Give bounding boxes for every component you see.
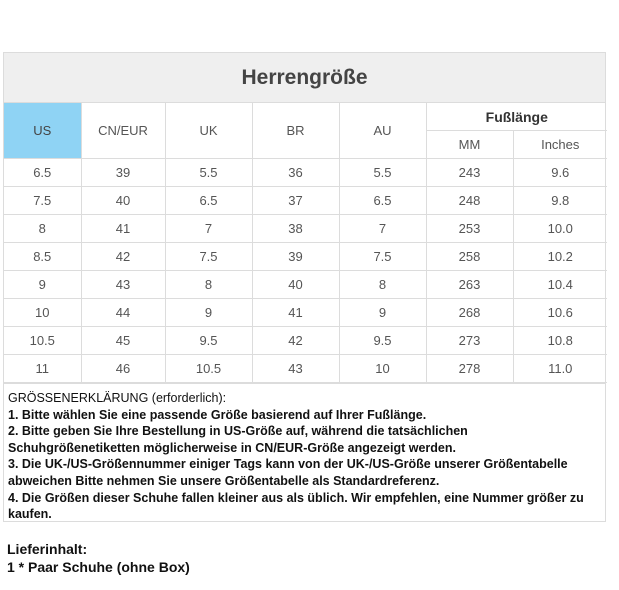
table-row [4, 215, 607, 243]
table-cell: 278 [426, 355, 513, 383]
table-cell: 8 [339, 271, 426, 299]
table-cell: 10.5 [165, 355, 252, 383]
table-row [4, 271, 607, 299]
delivery-label: Lieferinhalt: [7, 541, 88, 557]
table-cell: 253 [426, 215, 513, 243]
table-cell: 9.8 [513, 187, 607, 215]
header-uk: UK [165, 103, 252, 159]
table-cell: 9.5 [339, 327, 426, 355]
table-cell: 6.5 [165, 187, 252, 215]
table-cell: 268 [426, 299, 513, 327]
table-cell: 273 [426, 327, 513, 355]
table-cell: 7.5 [339, 243, 426, 271]
table-cell: 258 [426, 243, 513, 271]
table-cell: 10.2 [513, 243, 607, 271]
table-cell: 36 [252, 159, 339, 187]
table-cell: 9.5 [165, 327, 252, 355]
table-cell: 42 [81, 243, 165, 271]
table-cell: 11 [4, 355, 81, 383]
header-cn-eur: CN/EUR [81, 103, 165, 159]
table-cell: 10 [339, 355, 426, 383]
table-cell: 10.0 [513, 215, 607, 243]
delivery-content: 1 * Paar Schuhe (ohne Box) [7, 559, 190, 575]
table-cell: 8 [4, 215, 81, 243]
table-cell: 6.5 [4, 159, 81, 187]
header-br: BR [252, 103, 339, 159]
chart-title: Herrengröße [4, 53, 605, 103]
table-cell: 9 [165, 299, 252, 327]
header-mm: MM [426, 131, 513, 159]
table-cell: 42 [252, 327, 339, 355]
table-cell: 9.6 [513, 159, 607, 187]
table-cell: 10.8 [513, 327, 607, 355]
notes-item: 2. Bitte geben Sie Ihre Bestellung in US-Größe auf, während die tatsächlichen Schuhgrößenetiketten möglicherweise in CN/EUR-Größe angezeigt werden. [8, 424, 468, 455]
table-row [4, 355, 607, 383]
table-cell: 38 [252, 215, 339, 243]
table-cell: 41 [81, 215, 165, 243]
notes-item: 4. Die Größen dieser Schuhe fallen kleiner aus als üblich. Wir empfehlen, eine Nummer größer zu kaufen. [8, 490, 584, 522]
table-row [4, 187, 607, 215]
notes-heading: GRÖSSENERKLÄRUNG (erforderlich): [8, 391, 227, 405]
table-cell: 40 [81, 187, 165, 215]
table-cell: 6.5 [339, 187, 426, 215]
notes-item: 1. Bitte wählen Sie eine passende Größe basierend auf Ihrer Fußlänge. [8, 407, 427, 422]
size-chart [3, 52, 606, 522]
table-cell: 10.6 [513, 299, 607, 327]
table-cell: 263 [426, 271, 513, 299]
table-cell: 45 [81, 327, 165, 355]
table-cell: 37 [252, 187, 339, 215]
header-foot-length: Fußlänge [426, 103, 607, 131]
table-row [4, 159, 607, 187]
table-cell: 40 [252, 271, 339, 299]
table-cell: 7 [165, 215, 252, 243]
header-inches: Inches [513, 131, 607, 159]
table-cell: 10.4 [513, 271, 607, 299]
table-row [4, 299, 607, 327]
table-cell: 9 [339, 299, 426, 327]
table-row [4, 243, 607, 271]
table-cell: 5.5 [339, 159, 426, 187]
table-cell: 5.5 [165, 159, 252, 187]
table-cell: 43 [252, 355, 339, 383]
table-cell: 10 [4, 299, 81, 327]
table-cell: 9 [4, 271, 81, 299]
table-cell: 8.5 [4, 243, 81, 271]
table-cell: 7 [339, 215, 426, 243]
notes-item: 3. Die UK-/US-Größennummer einiger Tags kann von der UK-/US-Größe unserer Größentabelle abweichen Bitte nehmen Sie unsere Größentabelle als Standardreferenz. [8, 457, 568, 488]
table-row [4, 327, 607, 355]
header-au: AU [339, 103, 426, 159]
table-cell: 11.0 [513, 355, 607, 383]
table-cell: 7.5 [165, 243, 252, 271]
table-cell: 8 [165, 271, 252, 299]
table-cell: 41 [252, 299, 339, 327]
table-cell: 39 [252, 243, 339, 271]
delivery-info [7, 540, 190, 576]
size-table [4, 103, 607, 383]
table-cell: 46 [81, 355, 165, 383]
header-us: US [4, 103, 81, 159]
table-cell: 44 [81, 299, 165, 327]
size-notes [4, 383, 605, 523]
table-cell: 7.5 [4, 187, 81, 215]
table-cell: 248 [426, 187, 513, 215]
table-cell: 43 [81, 271, 165, 299]
table-cell: 243 [426, 159, 513, 187]
table-cell: 39 [81, 159, 165, 187]
table-cell: 10.5 [4, 327, 81, 355]
